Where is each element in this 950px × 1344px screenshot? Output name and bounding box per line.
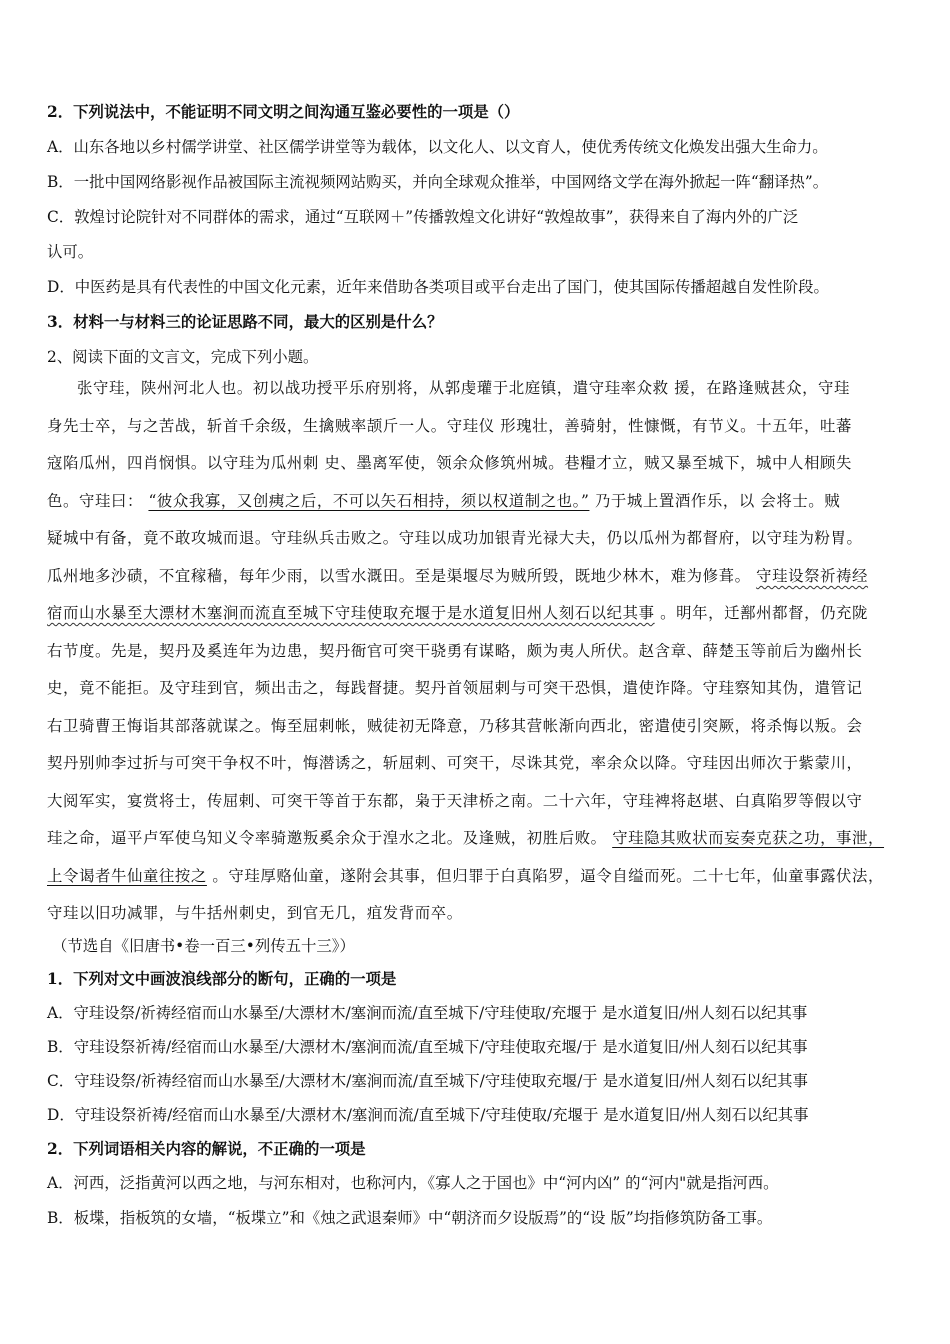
- section-2-title: 2、阅读下面的文言文，完成下列小题。: [47, 348, 319, 366]
- question-2-option-b: B．一批中国网络影视作品被国际主流视频网站购买，并向全球观众推举，中国网络文学在海外掀起一阵“翻译热”。: [47, 173, 829, 191]
- question-2-option-c-cont: 认可。: [47, 243, 94, 261]
- passage-line: 右节度。先是，契丹及奚连年为边患，契丹衙官可突干骁勇有谋略，颇为夷人所伏。赵含章、薛楚玉等前后为幽州长: [47, 642, 863, 660]
- subquestion-2-option-b: B．板堞，指板筑的女墙，“板堞立”和《烛之武退秦师》中“朝济而夕设版焉”的“设 版”均指修筑防备工事。: [47, 1209, 773, 1227]
- subquestion-1-option-c: C．守珪设祭/祈祷经宿而山水暴至/大漂材木/塞涧而流/直至城下/守珪使取充堰/于 是水道复旧/州人刻石以纪其事: [47, 1072, 808, 1090]
- passage-text: 。明年，迁鄯州都督，仍充陇: [660, 604, 869, 622]
- passage-line: [47, 566, 920, 586]
- passage-line: 寇陷瓜州，四肖悯惧。以守珪为瓜州刺 史、墨离军使，领余众修筑州城。巷糧才立，贼又暴至城下，城中人相顾失: [47, 454, 853, 472]
- subquestion-2-option-a: A．河西，泛指黄河以西之地，与河东相对，也称河内，《寡人之于国也》中“河内凶” 的“河内"就是指河西。: [47, 1174, 779, 1192]
- passage-line: [47, 491, 920, 511]
- subquestion-1-option-d: D．守珪设祭祈祷/经宿而山水暴至/大漂材木/塞涧而流/直至城下/守珪使取/充堰于 是水道复旧/州人刻石以纪其事: [47, 1106, 809, 1124]
- subquestion-1-option-a: A．守珪设祭/祈祷经宿而山水暴至/大漂材木/塞涧而流/直至城下/守珪使取/充堰于 是水道复旧/州人刻石以纪其事: [47, 1004, 808, 1022]
- passage-line: [47, 866, 920, 886]
- passage-text: 乃于城上置酒作乐，以 会将士。贼: [594, 492, 841, 510]
- passage-line: 史，竟不能拒。及守珪到官，频出击之，每践督捷。契丹首领屈剌与可突干恐惧，遣使诈降。守珪察知其伪，遣管记: [47, 679, 863, 697]
- passage-text: 色。守珪曰：: [47, 492, 143, 510]
- passage-text: 珪之命，逼平卢军使乌知义令率骑邀叛奚余众于湟水之北。及逢贼，初胜后败。: [47, 829, 607, 847]
- passage-line: 守珪以旧功减罪，与牛括州刺史，到官无几，疽发背而卒。: [47, 904, 463, 922]
- question-2-option-c: C．敦煌讨论院针对不同群体的需求，通过“互联网＋”传播敦煌文化讲好“敦煌故事”，获得来自了海内外的广泛: [47, 208, 799, 226]
- passage-text: 。守珪厚赂仙童，遂附会其事，但归罪于白真陷罗，逼令自缢而死。二十七年，仙童事露伏法，: [212, 867, 885, 885]
- passage-line: 疑城中有备，竟不敢攻城而退。守珪纵兵击败之。守珪以成功加银青光禄大夫，仍以瓜州为都督府，以守珪为粉胃。: [47, 529, 863, 547]
- passage-text: 瓜州地多沙碛，不宜稼穑，每年少雨，以雪水溉田。至是渠堰尽为贼所毁，既地少林木，难为修葺。: [47, 567, 751, 585]
- passage-line: 大阅军实，宴赏将士，传屈剌、可突干等首于东都，枭于天津桥之南。二十六年，守珪裨将赵堪、白真陷罗等假以守: [47, 792, 863, 810]
- passage-line: 契丹别帅李过折与可突干争权不叶，悔潜诱之，斩屈剌、可突干，尽诛其党，率余众以降。守珪因出师次于紫蒙川，: [47, 754, 863, 772]
- passage-line: [47, 828, 920, 848]
- underlined-sentence: “彼众我寡，又创痍之后，不可以矢石相持，须以权道制之也。”: [148, 492, 590, 510]
- passage-source: （节选自《旧唐书•卷一百三•列传五十三》）: [52, 937, 355, 955]
- passage-line: 身先士卒，与之苦战，斩首千余级，生擒贼率颉斤一人。守珪仪 形瑰壮，善骑射，性慷慨，有节义。十五年，吐蕃: [47, 417, 853, 435]
- passage-line: [47, 603, 920, 623]
- subquestion-2-stem: 2．下列词语相关内容的解说，不正确的一项是: [47, 1140, 366, 1158]
- subquestion-1-option-b: B．守珪设祭祈祷/经宿而山水暴至/大漂材木/塞涧而流/直至城下/守珪使取充堰/于 是水道复旧/州人刻石以纪其事: [47, 1038, 808, 1056]
- wavy-underlined-text: 宿而山水暴至大漂材木塞涧而流直至城下守珪使取充堰于是水道复旧州人刻石以纪其事: [47, 604, 655, 622]
- question-2-option-d: D．中医药是具有代表性的中国文化元素，近年来借助各类项目或平台走出了国门，使其国际传播超越自发性阶段。: [47, 278, 829, 296]
- wavy-underlined-text: 守珪设祭祈祷经: [756, 567, 869, 585]
- question-2-stem: 2．下列说法中，不能证明不同文明之间沟通互鉴必要性的一项是（）: [47, 103, 520, 121]
- question-3-stem: 3．材料一与材料三的论证思路不同，最大的区别是什么？: [47, 313, 443, 331]
- underlined-sentence: 上令谒者牛仙童往按之: [47, 867, 207, 885]
- passage-line: 张守珪，陕州河北人也。初以战功授平乐府别将，从郭虔瓘于北庭镇，遣守珪率众救 援，在路逢贼甚众，守珪: [77, 379, 851, 397]
- passage-line: 右卫骑曹王悔诣其部落就谋之。悔至屈剌帐，贼徒初无降意，乃移其营帐渐向西北，密遣使引突厥，将杀悔以叛。会: [47, 717, 863, 735]
- question-2-option-a: A．山东各地以乡村儒学讲堂、社区儒学讲堂等为载体，以文化人、以文育人，使优秀传统文化焕发出强大生命力。: [47, 138, 828, 156]
- underlined-sentence: 守珪隐其败状而妄奏克获之功，事泄，: [612, 829, 885, 847]
- subquestion-1-stem: 1．下列对文中画波浪线部分的断句，正确的一项是: [47, 970, 397, 988]
